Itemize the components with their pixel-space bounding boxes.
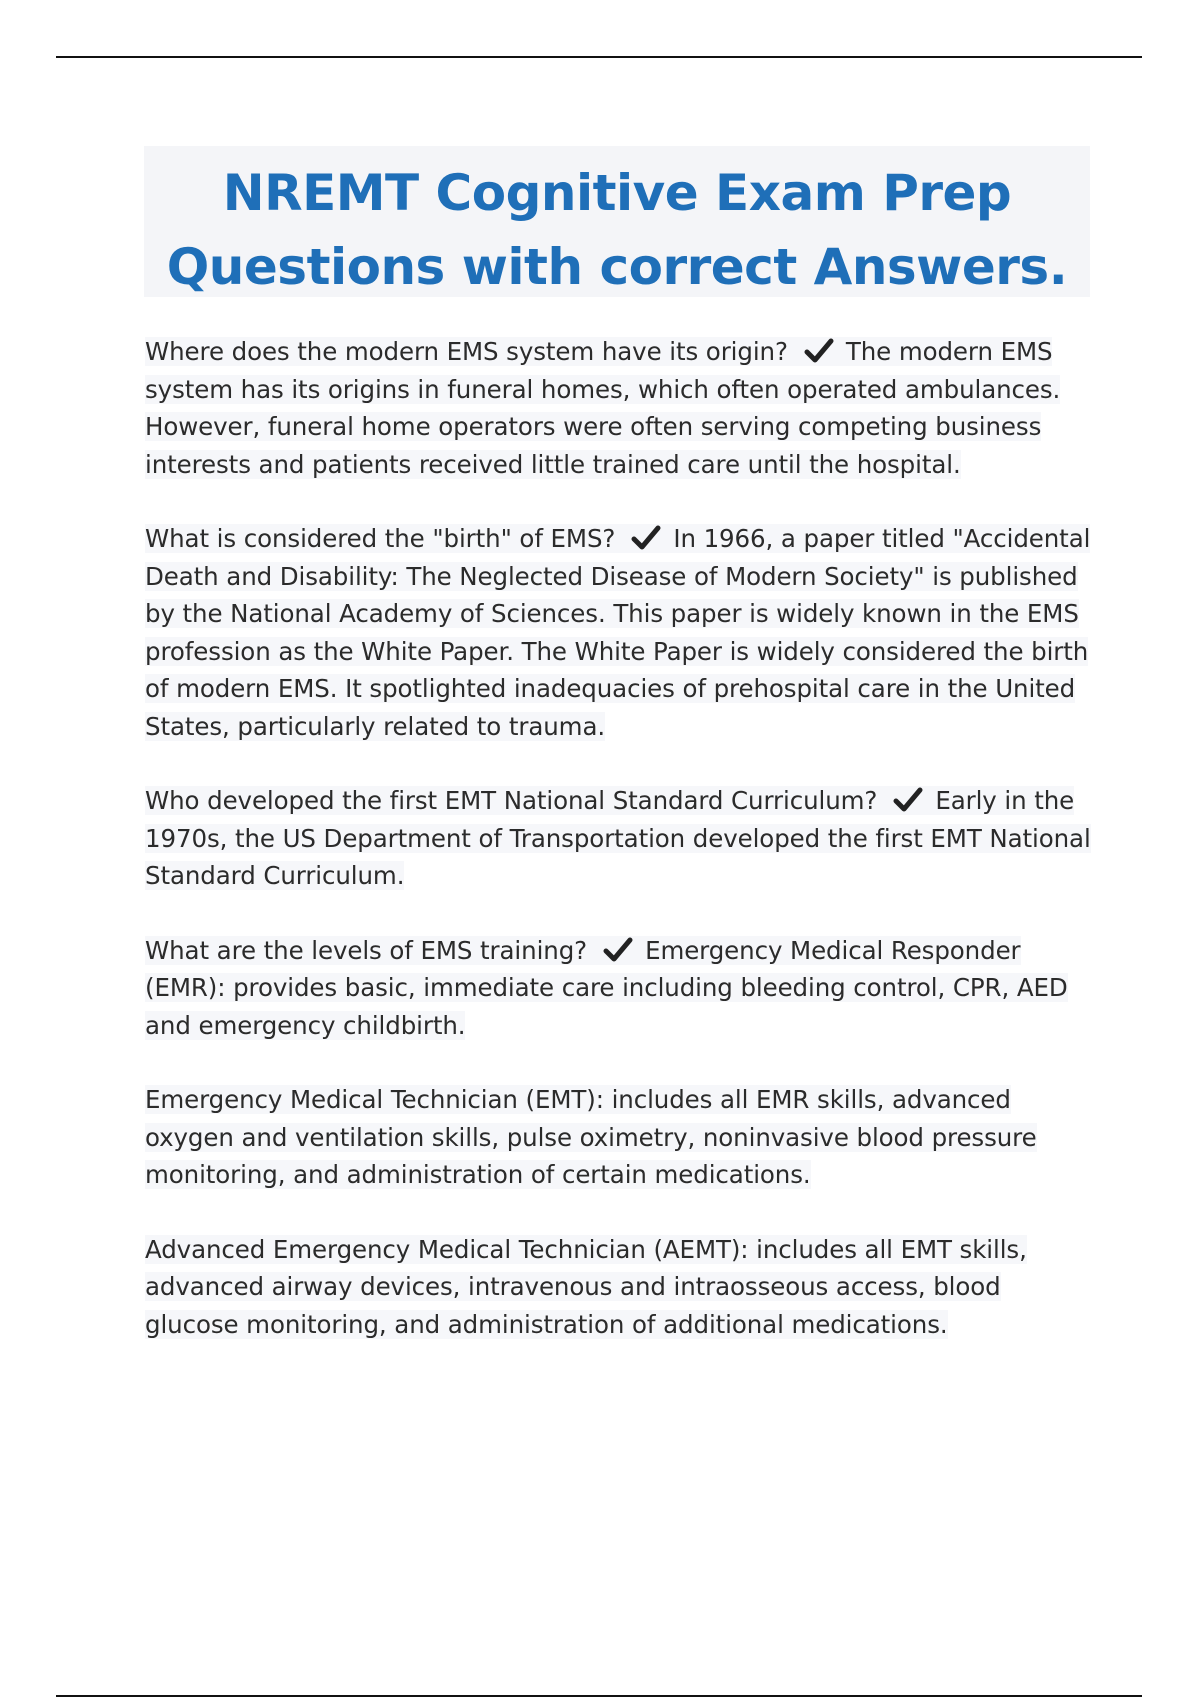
check-mark-icon: [631, 525, 661, 551]
page-title-line-1: NREMT Cognitive Exam Prep: [222, 164, 1012, 222]
check-mark-icon: [804, 338, 834, 364]
question-text: What is considered the "birth" of EMS?: [145, 524, 616, 553]
answer-text: Early in the 1970s, the US Department of Transportation developed the first EMT National Standard Curriculum.: [145, 786, 1091, 890]
qa-item: [145, 333, 1095, 483]
answer-continuation: Advanced Emergency Medical Technician (AEMT): includes all EMT skills, advanced airway devices, intravenous and intraosseous access, blood glucose monitoring, and administration of additional medications.: [145, 1234, 1027, 1339]
header-rule: [56, 56, 1142, 58]
question-text: Where does the modern EMS system have its origin?: [145, 337, 788, 366]
qa-item: [145, 520, 1095, 745]
check-mark-icon: [893, 787, 923, 813]
question-text: What are the levels of EMS training?: [145, 935, 588, 965]
document-body: [145, 333, 1095, 1380]
answer-text: The modern EMS system has its origins in funeral homes, which often operated ambulances. However, funeral home operators were often serving competing business interests and patients received little trained care until the hospital.: [145, 337, 1061, 479]
answer-text: In 1966, a paper titled "Accidental Death and Disability: The Neglected Disease of Modern Society" is published by the National Academy of Sciences. This paper is widely known in the EMS profession as the White Paper. The White Paper is widely considered the birth of modern EMS. It spotlighted inadequacies of prehospital care in the United States, particularly related to trauma.: [145, 524, 1091, 741]
check-mark-icon: [603, 937, 633, 963]
qa-item: [145, 932, 1095, 1045]
footer-rule: [56, 1695, 1142, 1697]
page-title-line-2: Questions with correct Answers.: [166, 238, 1068, 296]
answer-text: Emergency Medical Responder (EMR): provides basic, immediate care including bleeding control, CPR, AED and emergency childbirth.: [145, 935, 1068, 1040]
title-banner: [144, 146, 1090, 297]
question-text: Who developed the first EMT National Standard Curriculum?: [145, 786, 878, 815]
answer-continuation: Emergency Medical Technician (EMT): includes all EMR skills, advanced oxygen and ventilation skills, pulse oximetry, noninvasive blood pressure monitoring, and administration of certain medications.: [145, 1085, 1037, 1189]
qa-item: [145, 782, 1095, 895]
